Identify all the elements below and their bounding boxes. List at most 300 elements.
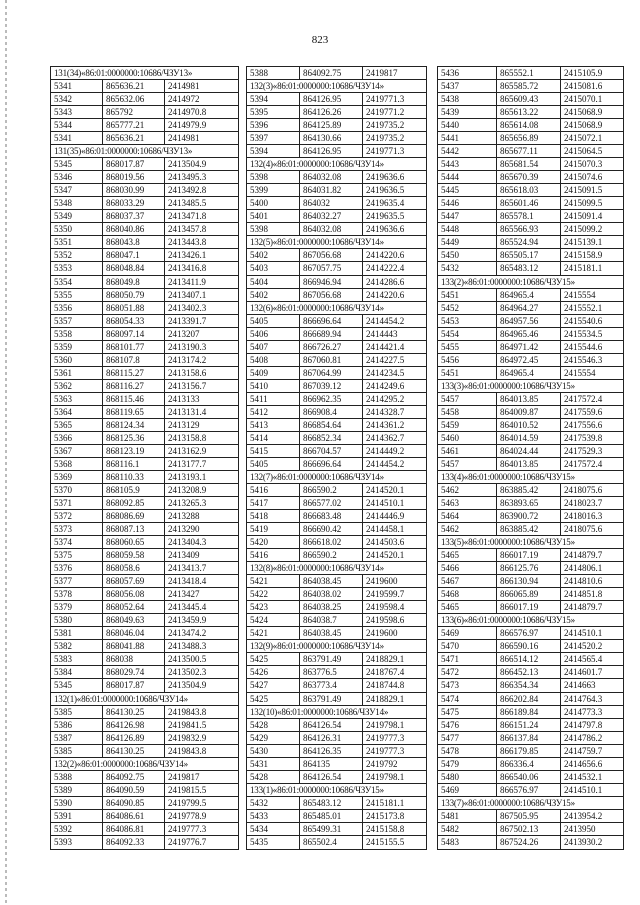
table-row: [438, 262, 623, 275]
point-number-cell: 5444: [438, 171, 497, 183]
table-row: [438, 197, 623, 210]
point-number-cell: 5472: [438, 666, 497, 678]
table-row: [51, 93, 238, 106]
point-number-cell: 5348: [51, 197, 103, 209]
coord-y-cell: 2414520.2: [564, 641, 603, 652]
table-row: [438, 393, 623, 406]
coord-y-cell: 2414510.1: [366, 498, 405, 509]
point-number-cell: 5460: [438, 432, 497, 444]
table-row: [51, 354, 238, 367]
point-number-cell: 5393: [51, 836, 103, 849]
section-label: 133(2)«86:01:0000000:10686/ЧЗУ15»: [441, 276, 575, 287]
coord-x-cell: 866202.84: [497, 693, 561, 705]
coord-x-cell: 866514.12: [497, 653, 561, 665]
coord-x-cell: 863791.49: [300, 693, 363, 705]
coord-y-cell: 2414979.9: [168, 120, 207, 131]
table-row: [51, 197, 238, 210]
section-label: 133(3)«86:01:0000000:10686/ЧЗУ15»: [441, 380, 575, 391]
table-section-header: [247, 158, 426, 171]
coord-y-cell: 2413391.7: [168, 315, 207, 326]
point-number-cell: 5392: [51, 823, 103, 835]
point-number-cell: 5480: [438, 771, 497, 783]
coord-y-cell: 2414879.7: [564, 602, 603, 613]
section-label: 133(7)«86:01:0000000:10686/ЧЗУ15»: [441, 797, 575, 808]
coord-y-cell: 2414532.1: [564, 771, 603, 782]
coord-x-cell: 866576.97: [497, 784, 561, 796]
table-row: [247, 575, 426, 588]
coord-y-cell: 2415181.1: [366, 797, 405, 808]
coord-x-cell: 865609.43: [497, 93, 561, 105]
coord-y-cell: 2413459.9: [168, 615, 207, 626]
table-row: [247, 315, 426, 328]
coord-x-cell: 868047.1: [103, 249, 165, 261]
coord-y-cell: 2413162.9: [168, 445, 207, 456]
coord-y-cell: 2414443: [366, 328, 398, 339]
coord-x-cell: 864125.89: [300, 119, 363, 131]
table-row: [247, 289, 426, 302]
coord-x-cell: 864086.61: [103, 810, 165, 822]
coord-x-cell: 865681.54: [497, 158, 561, 170]
point-number-cell: 5471: [438, 653, 497, 665]
table-row: [438, 184, 623, 197]
coord-x-cell: 868037.37: [103, 210, 165, 222]
point-number-cell: 5398: [247, 171, 300, 183]
table-row: [51, 575, 238, 588]
table-row: [51, 706, 238, 719]
coord-y-cell: 2415070.3: [564, 159, 603, 170]
table-row: [247, 679, 426, 692]
point-number-cell: 5413: [247, 419, 300, 431]
point-number-cell: 5440: [438, 119, 497, 131]
point-number-cell: 5352: [51, 249, 103, 261]
coord-y-cell: 2418075.6: [564, 485, 603, 495]
table-row: [247, 210, 426, 223]
coord-y-cell: 2414234.5: [366, 367, 405, 378]
point-number-cell: 5427: [247, 679, 300, 691]
coord-y-cell: 2419777.3: [168, 823, 207, 834]
table-row: [438, 432, 623, 445]
point-number-cell: 5391: [51, 810, 103, 822]
point-number-cell: 5402: [247, 289, 300, 301]
coord-x-cell: 867056.68: [300, 249, 363, 261]
table-row: [438, 406, 623, 419]
coord-x-cell: 868105.9: [103, 484, 165, 496]
coord-y-cell: 2414295.2: [366, 393, 405, 404]
coord-x-cell: 868124.34: [103, 419, 165, 431]
coord-y-cell: 2415068.9: [564, 107, 603, 118]
table-section-header: [247, 562, 426, 575]
coord-y-cell: 2419815.5: [168, 784, 207, 795]
table-row: [247, 497, 426, 510]
coord-x-cell: 866590.2: [300, 484, 363, 496]
table-row: [247, 380, 426, 393]
coord-y-cell: 2415099.5: [564, 198, 603, 209]
point-number-cell: 5415: [247, 445, 300, 457]
point-number-cell: 5367: [51, 445, 103, 457]
table-row: [51, 497, 238, 510]
coord-x-cell: 864126.54: [300, 771, 363, 783]
point-number-cell: 5447: [438, 210, 497, 222]
point-number-cell: 5410: [247, 380, 300, 392]
coord-x-cell: 865585.72: [497, 80, 561, 92]
coord-y-cell: 2419771.2: [366, 107, 405, 118]
coord-y-cell: 2413190.3: [168, 341, 207, 352]
point-number-cell: 5449: [438, 236, 497, 248]
coord-y-cell: 2414454.2: [366, 315, 405, 326]
table-section-header: [438, 536, 623, 549]
table-row: [438, 836, 623, 849]
coord-x-cell: 868110.33: [103, 471, 165, 483]
coord-x-cell: 866189.84: [497, 706, 561, 718]
coord-y-cell: 2414227.5: [366, 354, 405, 365]
table-row: [438, 758, 623, 771]
table-row: [247, 588, 426, 601]
table-section-header: [438, 380, 623, 393]
coord-y-cell: 2414565.4: [564, 654, 603, 665]
table-row: [51, 302, 238, 315]
coord-y-cell: 2414786.2: [564, 732, 603, 743]
coord-y-cell: 2413158.8: [168, 432, 207, 443]
coord-x-cell: 865636.21: [103, 132, 165, 144]
coord-x-cell: 863885.42: [497, 484, 561, 496]
point-number-cell: 5435: [247, 836, 300, 849]
point-number-cell: 5431: [247, 758, 300, 770]
coord-y-cell: 2414773.3: [564, 706, 603, 717]
table-row: [247, 810, 426, 823]
point-number-cell: 5353: [51, 262, 103, 274]
point-number-cell: 5363: [51, 393, 103, 405]
coord-x-cell: 867060.81: [300, 354, 363, 366]
point-number-cell: 5432: [247, 797, 300, 809]
table-row: [247, 484, 426, 497]
point-number-cell: 5482: [438, 823, 497, 835]
point-number-cell: 5416: [247, 549, 300, 561]
section-label: 132(4)«86:01:0000000:10686/ЧЗУ14»: [250, 159, 384, 170]
table-row: [438, 732, 623, 745]
point-number-cell: 5388: [247, 67, 300, 79]
table-row: [247, 693, 426, 706]
coord-x-cell: 863791.49: [300, 653, 363, 665]
table-row: [51, 341, 238, 354]
table-row: [247, 119, 426, 132]
coord-x-cell: 865618.03: [497, 184, 561, 196]
point-number-cell: 5474: [438, 693, 497, 705]
table-row: [247, 601, 426, 614]
table-row: [438, 588, 623, 601]
coord-x-cell: 868051.88: [103, 302, 165, 314]
point-number-cell: 5420: [247, 536, 300, 548]
coord-y-cell: 2417572.4: [564, 393, 603, 404]
page-number: 823: [311, 34, 329, 46]
point-number-cell: 5477: [438, 732, 497, 744]
coord-y-cell: 2413407.1: [168, 289, 207, 300]
table-row: [51, 614, 238, 627]
point-number-cell: 5417: [247, 497, 300, 509]
coord-x-cell: 863776.5: [300, 666, 363, 678]
coord-x-cell: 866452.13: [497, 666, 561, 678]
coord-y-cell: 2414328.7: [366, 406, 405, 417]
section-label: 131(35)«86:01:0000000:10686/ЧЗУ13»: [54, 146, 193, 157]
coord-x-cell: 864126.89: [103, 732, 165, 744]
coord-x-cell: 866336.4: [497, 758, 561, 770]
coord-y-cell: 2415181.1: [564, 263, 603, 274]
coord-y-cell: 2419843.8: [168, 706, 207, 717]
coord-x-cell: 865483.12: [497, 262, 561, 274]
table-section-header: [438, 797, 623, 810]
coord-x-cell: 864032.08: [300, 223, 363, 235]
table-row: [247, 614, 426, 627]
table-row: [438, 419, 623, 432]
point-number-cell: 5370: [51, 484, 103, 496]
coord-y-cell: 2414421.4: [366, 341, 405, 352]
coord-x-cell: 866854.64: [300, 419, 363, 431]
point-number-cell: 5419: [247, 523, 300, 535]
table-row: [51, 236, 238, 249]
coord-x-cell: 868115.46: [103, 393, 165, 405]
point-number-cell: 5405: [247, 315, 300, 327]
coord-y-cell: 2413445.4: [168, 602, 207, 613]
point-number-cell: 5448: [438, 223, 497, 235]
coordinates-table-column-1: [50, 66, 239, 850]
point-number-cell: 5341: [51, 80, 103, 92]
coord-y-cell: 2413457.8: [168, 224, 207, 235]
coord-y-cell: 2419636.5: [366, 185, 405, 196]
coord-x-cell: 864126.95: [300, 145, 363, 157]
point-number-cell: 5470: [438, 640, 497, 652]
coord-y-cell: 2413156.7: [168, 380, 207, 391]
table-section-header: [247, 471, 426, 484]
table-row: [247, 406, 426, 419]
coord-x-cell: 864086.81: [103, 823, 165, 835]
coord-y-cell: 2415158.9: [564, 250, 603, 261]
table-row: [247, 458, 426, 471]
table-row: [51, 367, 238, 380]
coord-x-cell: 866130.94: [497, 575, 561, 587]
point-number-cell: 5394: [247, 93, 300, 105]
coord-x-cell: 864009.87: [497, 406, 561, 418]
coord-y-cell: 2419599.7: [366, 589, 405, 600]
coord-x-cell: 868033.29: [103, 197, 165, 209]
point-number-cell: 5430: [247, 745, 300, 757]
coord-x-cell: 865552.1: [497, 67, 561, 79]
coord-y-cell: 2419776.7: [168, 836, 207, 847]
table-row: [438, 80, 623, 93]
point-number-cell: 5375: [51, 549, 103, 561]
table-row: [247, 419, 426, 432]
table-row: [51, 679, 238, 692]
table-row: [51, 393, 238, 406]
coord-x-cell: 866017.19: [497, 549, 561, 561]
section-label: 132(5)«86:01:0000000:10686/ЧЗУ14»: [250, 237, 384, 248]
table-row: [247, 432, 426, 445]
coord-y-cell: 2419777.3: [366, 745, 405, 756]
point-number-cell: 5386: [51, 719, 103, 731]
point-number-cell: 5395: [247, 106, 300, 118]
table-row: [51, 549, 238, 562]
coord-x-cell: 864013.85: [497, 458, 561, 470]
point-number-cell: 5385: [51, 745, 103, 757]
scan-edge: [5, 0, 7, 905]
coord-x-cell: 866683.48: [300, 510, 363, 522]
table-row: [247, 328, 426, 341]
coord-x-cell: 868041.88: [103, 640, 165, 652]
point-number-cell: 5346: [51, 171, 103, 183]
coord-y-cell: 2415544.6: [564, 341, 603, 352]
coord-x-cell: 866151.24: [497, 719, 561, 731]
table-section-header: [438, 471, 623, 484]
coord-y-cell: 2414806.1: [564, 563, 603, 574]
point-number-cell: 5418: [247, 510, 300, 522]
coord-y-cell: 2419817: [366, 68, 398, 78]
table-row: [51, 249, 238, 262]
point-number-cell: 5428: [247, 771, 300, 783]
coord-y-cell: 2415158.8: [366, 823, 405, 834]
coord-y-cell: 2413471.8: [168, 211, 207, 222]
coord-x-cell: 868087.13: [103, 523, 165, 535]
coord-y-cell: 2414454.2: [366, 458, 405, 469]
table-row: [51, 797, 238, 810]
coord-y-cell: 2415540.6: [564, 315, 603, 326]
coord-x-cell: 865656.89: [497, 132, 561, 144]
coord-y-cell: 2417559.6: [564, 406, 603, 417]
coord-x-cell: 864032: [300, 197, 363, 209]
table-row: [51, 406, 238, 419]
coord-y-cell: 2415070.1: [564, 94, 603, 105]
coord-y-cell: 2413131.4: [168, 406, 207, 417]
coord-y-cell: 2413416.8: [168, 263, 207, 274]
point-number-cell: 5379: [51, 601, 103, 613]
table-row: [247, 184, 426, 197]
table-section-header: [438, 614, 623, 627]
point-number-cell: 5426: [247, 666, 300, 678]
coord-x-cell: 866689.94: [300, 328, 363, 340]
coord-y-cell: 2419799.5: [168, 797, 207, 808]
point-number-cell: 5439: [438, 106, 497, 118]
coord-x-cell: 867524.26: [497, 836, 561, 849]
point-number-cell: 5428: [247, 719, 300, 731]
table-row: [438, 601, 623, 614]
coord-y-cell: 2413207: [168, 328, 200, 339]
coord-y-cell: 2414879.7: [564, 550, 603, 561]
coord-y-cell: 2414520.1: [366, 485, 405, 495]
coord-x-cell: 868019.56: [103, 171, 165, 183]
table-row: [247, 719, 426, 732]
point-number-cell: 5369: [51, 471, 103, 483]
coord-x-cell: 864135: [300, 758, 363, 770]
coord-y-cell: 2414503.6: [366, 537, 405, 548]
coord-x-cell: 868059.58: [103, 549, 165, 561]
coord-y-cell: 2417539.8: [564, 432, 603, 443]
coord-x-cell: 868119.65: [103, 406, 165, 418]
point-number-cell: 5478: [438, 745, 497, 757]
table-section-header: [247, 784, 426, 797]
table-section-header: [51, 67, 238, 80]
table-row: [438, 484, 623, 497]
table-row: [51, 458, 238, 471]
coord-x-cell: 863885.42: [497, 523, 561, 535]
coord-y-cell: 2413954.2: [564, 810, 603, 821]
point-number-cell: 5400: [247, 197, 300, 209]
table-row: [51, 471, 238, 484]
coord-x-cell: 864090.85: [103, 797, 165, 809]
point-number-cell: 5380: [51, 614, 103, 626]
table-row: [51, 184, 238, 197]
coord-y-cell: 2414764.3: [564, 693, 603, 704]
coord-x-cell: 866726.27: [300, 341, 363, 353]
coord-x-cell: 864024.44: [497, 445, 561, 457]
coord-y-cell: 2419600: [366, 628, 398, 639]
table-row: [247, 510, 426, 523]
coord-y-cell: 2414458.1: [366, 524, 405, 535]
table-row: [247, 197, 426, 210]
point-number-cell: 5464: [438, 510, 497, 522]
table-row: [438, 249, 623, 262]
coord-y-cell: 2414449.2: [366, 445, 405, 456]
point-number-cell: 5347: [51, 184, 103, 196]
table-row: [247, 758, 426, 771]
point-number-cell: 5381: [51, 627, 103, 639]
point-number-cell: 5341: [51, 132, 103, 144]
table-row: [247, 106, 426, 119]
coord-x-cell: 866125.76: [497, 562, 561, 574]
coord-y-cell: 2414972: [168, 94, 200, 105]
table-row: [438, 171, 623, 184]
coord-x-cell: 865505.17: [497, 249, 561, 261]
coord-y-cell: 2413265.3: [168, 498, 207, 509]
table-row: [438, 810, 623, 823]
coord-x-cell: 864092.75: [300, 67, 363, 79]
coord-y-cell: 2413443.8: [168, 237, 207, 248]
coord-x-cell: 865499.31: [300, 823, 363, 835]
coord-x-cell: 864130.66: [300, 132, 363, 144]
point-number-cell: 5450: [438, 249, 497, 261]
table-row: [51, 119, 238, 132]
section-label: 132(1)«86:01:0000000:10686/ЧЗУ14»: [54, 693, 188, 704]
point-number-cell: 5357: [51, 315, 103, 327]
point-number-cell: 5434: [247, 823, 300, 835]
coord-x-cell: 864038.02: [300, 588, 363, 600]
point-number-cell: 5383: [51, 653, 103, 665]
point-number-cell: 5462: [438, 523, 497, 535]
coord-x-cell: 865677.11: [497, 145, 561, 157]
point-number-cell: 5465: [438, 549, 497, 561]
coord-y-cell: 2414362.7: [366, 432, 405, 443]
table-row: [438, 706, 623, 719]
coord-y-cell: 2415173.8: [366, 810, 405, 821]
coord-x-cell: 865485.01: [300, 810, 363, 822]
coord-y-cell: 2413418.4: [168, 576, 207, 587]
table-row: [438, 666, 623, 679]
point-number-cell: 5368: [51, 458, 103, 470]
coord-y-cell: 2413504.9: [168, 159, 207, 170]
point-number-cell: 5454: [438, 328, 497, 340]
point-number-cell: 5432: [438, 262, 497, 274]
point-number-cell: 5349: [51, 210, 103, 222]
coord-y-cell: 2415139.1: [564, 237, 603, 248]
point-number-cell: 5405: [247, 458, 300, 470]
table-row: [438, 158, 623, 171]
table-section-header: [247, 80, 426, 93]
table-row: [438, 328, 623, 341]
coord-y-cell: 2415064.5: [564, 146, 603, 157]
point-number-cell: 5458: [438, 406, 497, 418]
point-number-cell: 5442: [438, 145, 497, 157]
point-number-cell: 5443: [438, 158, 497, 170]
coord-y-cell: 2415155.5: [366, 836, 405, 847]
table-row: [51, 484, 238, 497]
point-number-cell: 5404: [247, 276, 300, 288]
point-number-cell: 5421: [247, 627, 300, 639]
